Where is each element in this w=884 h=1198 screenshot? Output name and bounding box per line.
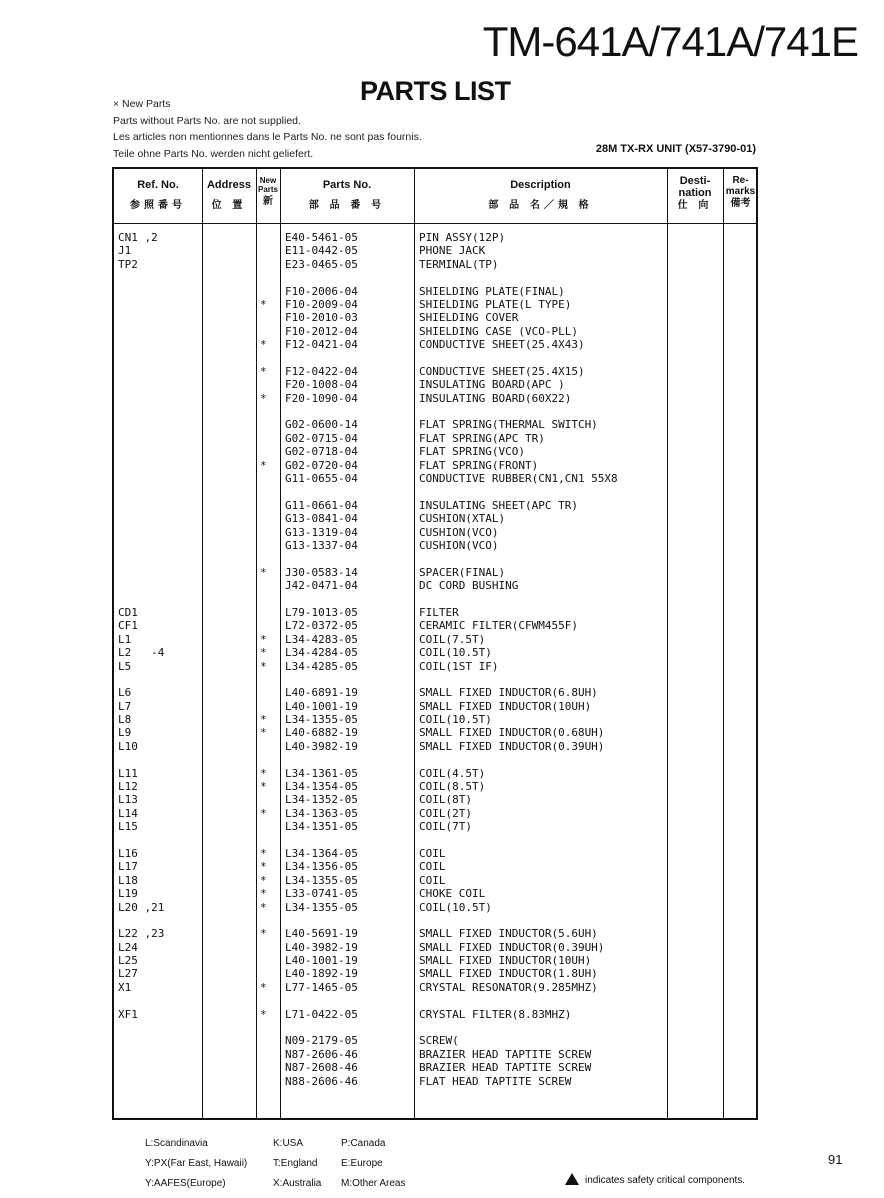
description: BRAZIER HEAD TAPTITE SCREW <box>419 1047 592 1061</box>
part-number: N87-2608-46 <box>285 1061 358 1075</box>
part-number: L34-1355-05 <box>285 873 358 887</box>
table-row <box>114 1075 756 1088</box>
part-number: F12-0421-04 <box>285 338 358 352</box>
table-row <box>114 526 756 539</box>
row-gap <box>114 994 756 1007</box>
description: COIL <box>419 873 446 887</box>
part-number: E11-0442-05 <box>285 244 358 258</box>
ref-cell: TP2 <box>118 257 138 271</box>
table-row <box>114 927 756 940</box>
table-row <box>114 392 756 405</box>
part-number: G11-0655-04 <box>285 472 358 486</box>
part-number: J30-0583-14 <box>285 565 358 579</box>
ref-cell: XF1 <box>118 1007 138 1021</box>
row-gap <box>114 593 756 606</box>
ref-cell: L14 <box>118 806 138 820</box>
new-flag: * <box>260 927 267 941</box>
new-flag: * <box>260 873 267 887</box>
part-number: F10-2010-03 <box>285 311 358 325</box>
part-number: L40-1892-19 <box>285 967 358 981</box>
part-number: L34-4285-05 <box>285 659 358 673</box>
col-desc-jp: 部 品 名／規 格 <box>488 200 593 211</box>
ref-cell: L17 <box>118 860 138 874</box>
row-gap <box>114 271 756 284</box>
description: SHIELDING COVER <box>419 311 519 325</box>
ref-cell: L18 <box>118 873 138 887</box>
description: FLAT SPRING(THERMAL SWITCH) <box>419 418 598 432</box>
description: INSULATING BOARD(60X22) <box>419 391 572 405</box>
table-row <box>114 579 756 592</box>
part-number: L40-6882-19 <box>285 726 358 740</box>
table-row <box>114 1008 756 1021</box>
part-number: E23-0465-05 <box>285 257 358 271</box>
col-ref-jp: 参照番号 <box>130 200 186 211</box>
new-flag: * <box>260 900 267 914</box>
table-row <box>114 646 756 659</box>
description: SHIELDING PLATE(FINAL) <box>419 284 565 298</box>
new-flag: * <box>260 780 267 794</box>
table-row <box>114 967 756 980</box>
region-other: M:Other Areas <box>341 1178 406 1189</box>
row-gap <box>114 673 756 686</box>
ref-cell: L22 ,23 <box>118 927 165 941</box>
part-number: G13-0841-04 <box>285 512 358 526</box>
part-number: E40-5461-05 <box>285 231 358 244</box>
table-row <box>114 1048 756 1061</box>
new-flag: * <box>260 391 267 405</box>
new-flag: * <box>260 766 267 780</box>
table-row <box>114 432 756 445</box>
ref-cell: L2 -4 <box>118 646 165 660</box>
table-row <box>114 365 756 378</box>
region-england: T:England <box>273 1158 318 1169</box>
col-desc <box>414 178 667 213</box>
description: COIL <box>419 846 446 860</box>
ref-cell: CN1 ,2 <box>118 231 158 244</box>
description: TERMINAL(TP) <box>419 257 499 271</box>
new-flag: * <box>260 632 267 646</box>
description: FILTER <box>419 605 459 619</box>
page-title: PARTS LIST <box>360 76 511 106</box>
ref-cell: L24 <box>118 940 138 954</box>
part-number: L40-6891-19 <box>285 686 358 700</box>
description: CERAMIC FILTER(CFWM455F) <box>419 619 578 633</box>
table-row <box>114 901 756 914</box>
part-number: F10-2009-04 <box>285 297 358 311</box>
part-number: L34-1351-05 <box>285 820 358 834</box>
description: CONDUCTIVE RUBBER(CN1,CN1 55X8 <box>419 472 618 486</box>
ref-cell: L20 ,21 <box>118 900 165 914</box>
part-number: L34-4284-05 <box>285 646 358 660</box>
col-remarks-label: Re-marks <box>725 175 756 197</box>
description: CHOKE COIL <box>419 887 486 901</box>
row-gap <box>114 1021 756 1034</box>
table-row <box>114 740 756 753</box>
table-row <box>114 633 756 646</box>
region-px: Y:PX(Far East, Hawaii) <box>145 1158 248 1169</box>
ref-cell: CF1 <box>118 619 138 633</box>
region-canada: P:Canada <box>341 1138 386 1149</box>
region-scandinavia: L:Scandinavia <box>145 1138 208 1149</box>
table-row <box>114 244 756 257</box>
description: PIN ASSY(12P) <box>419 231 506 244</box>
description: SHIELDING PLATE(L TYPE) <box>419 297 572 311</box>
part-number: N09-2179-05 <box>285 1034 358 1048</box>
table-row <box>114 378 756 391</box>
description: COIL(1ST IF) <box>419 659 499 673</box>
part-number: L34-1354-05 <box>285 780 358 794</box>
description: FLAT SPRING(VCO) <box>419 445 525 459</box>
col-new-label: New Parts <box>257 176 278 194</box>
table-row <box>114 860 756 873</box>
new-flag: * <box>260 980 267 994</box>
ref-cell: L9 <box>118 726 132 740</box>
description: SMALL FIXED INDUCTOR(10UH) <box>419 699 592 713</box>
note-french: Les articles non mentionnes dans le Parts No. ne sont pas fournis. <box>113 131 422 143</box>
description: COIL(10.5T) <box>419 713 492 727</box>
part-number: L77-1465-05 <box>285 980 358 994</box>
row-gap <box>114 405 756 418</box>
col-ref-label: Ref. No. <box>137 179 179 191</box>
table-row <box>114 606 756 619</box>
description: FLAT SPRING(APC TR) <box>419 431 545 445</box>
table-row <box>114 686 756 699</box>
description: FLAT SPRING(FRONT) <box>419 458 539 472</box>
part-number: G02-0720-04 <box>285 458 358 472</box>
new-flag: * <box>260 338 267 352</box>
table-row <box>114 499 756 512</box>
ref-cell: L6 <box>118 686 132 700</box>
description: SPACER(FINAL) <box>419 565 506 579</box>
ref-cell: L27 <box>118 967 138 981</box>
part-number: L33-0741-05 <box>285 887 358 901</box>
row-gap <box>114 485 756 498</box>
table-row <box>114 311 756 324</box>
table-row <box>114 512 756 525</box>
part-number: L34-1361-05 <box>285 766 358 780</box>
page-number: 91 <box>828 1152 843 1167</box>
ref-cell: L12 <box>118 780 138 794</box>
new-flag: * <box>260 659 267 673</box>
part-number: F20-1008-04 <box>285 378 358 392</box>
description: CRYSTAL FILTER(8.83MHZ) <box>419 1007 572 1021</box>
new-flag: * <box>260 726 267 740</box>
table-row <box>114 566 756 579</box>
col-address <box>202 178 256 213</box>
description: COIL(2T) <box>419 806 472 820</box>
new-flag: * <box>260 806 267 820</box>
table-row <box>114 325 756 338</box>
table-body <box>114 231 756 1088</box>
table-row <box>114 713 756 726</box>
col-parts <box>280 178 414 213</box>
row-gap <box>114 753 756 766</box>
part-number: G13-1337-04 <box>285 538 358 552</box>
col-remarks-jp: 備考 <box>730 198 751 209</box>
description: SHIELDING CASE (VCO-PLL) <box>419 324 578 338</box>
row-gap <box>114 352 756 365</box>
col-parts-label: Parts No. <box>322 179 372 191</box>
row-gap <box>114 914 756 927</box>
new-flag: * <box>260 860 267 874</box>
ref-cell: X1 <box>118 980 132 994</box>
description: CRYSTAL RESONATOR(9.285MHZ) <box>419 980 598 994</box>
table-row <box>114 954 756 967</box>
description: CONDUCTIVE SHEET(25.4X43) <box>419 338 585 352</box>
part-number: L40-3982-19 <box>285 739 358 753</box>
col-new-jp: 新 <box>263 196 273 207</box>
new-flag: * <box>260 1007 267 1021</box>
part-number: L40-3982-19 <box>285 940 358 954</box>
notes <box>113 96 422 162</box>
table-row <box>114 767 756 780</box>
part-number: L79-1013-05 <box>285 605 358 619</box>
description: SMALL FIXED INDUCTOR(6.8UH) <box>419 686 598 700</box>
region-usa: K:USA <box>273 1138 304 1149</box>
new-flag: * <box>260 646 267 660</box>
region-australia: X:Australia <box>273 1178 322 1189</box>
table-row <box>114 847 756 860</box>
description: DC CORD BUSHING <box>419 579 519 593</box>
table-row <box>114 981 756 994</box>
description: CONDUCTIVE SHEET(25.4X15) <box>419 364 585 378</box>
description: INSULATING SHEET(APC TR) <box>419 498 578 512</box>
new-flag: * <box>260 458 267 472</box>
new-flag: * <box>260 297 267 311</box>
ref-cell: L5 <box>118 659 132 673</box>
part-number: L34-1363-05 <box>285 806 358 820</box>
ref-cell: L1 <box>118 632 132 646</box>
part-number: F12-0422-04 <box>285 364 358 378</box>
new-flag: * <box>260 565 267 579</box>
part-number: N87-2606-46 <box>285 1047 358 1061</box>
part-number: L40-5691-19 <box>285 927 358 941</box>
description: SCREW( <box>419 1034 459 1048</box>
part-number: G02-0715-04 <box>285 431 358 445</box>
table-row <box>114 700 756 713</box>
note-german: Teile ohne Parts No. werden nicht geliefert. <box>113 147 314 160</box>
model-title: TM-641A/741A/741E <box>482 18 858 65</box>
table-row <box>114 619 756 632</box>
part-number: F20-1090-04 <box>285 391 358 405</box>
table-row <box>114 780 756 793</box>
part-number: J42-0471-04 <box>285 579 358 593</box>
ref-cell: L8 <box>118 713 132 727</box>
table-row <box>114 539 756 552</box>
col-parts-jp: 部 品 番 号 <box>308 200 386 211</box>
table-row <box>114 1061 756 1074</box>
new-flag: * <box>260 846 267 860</box>
table-row <box>114 285 756 298</box>
description: CUSHION(VCO) <box>419 525 499 539</box>
description: FLAT HEAD TAPTITE SCREW <box>419 1074 572 1088</box>
part-number: L40-1001-19 <box>285 699 358 713</box>
description: CUSHION(XTAL) <box>419 512 506 526</box>
description: CUSHION(VCO) <box>419 538 499 552</box>
part-number: L34-1356-05 <box>285 860 358 874</box>
description: COIL(7.5T) <box>419 632 486 646</box>
region-europe: E:Europe <box>341 1158 383 1169</box>
table-row <box>114 941 756 954</box>
ref-cell: L15 <box>118 820 138 834</box>
table-row <box>114 459 756 472</box>
part-number: G13-1319-04 <box>285 525 358 539</box>
table-row <box>114 807 756 820</box>
table-row <box>114 820 756 833</box>
part-number: L40-1001-19 <box>285 954 358 968</box>
part-number: L34-1355-05 <box>285 713 358 727</box>
ref-cell: L19 <box>118 887 138 901</box>
safety-text: indicates safety critical components. <box>585 1175 746 1186</box>
ref-cell: L10 <box>118 739 138 753</box>
table-row <box>114 887 756 900</box>
description: COIL <box>419 860 446 874</box>
col-ref <box>114 178 202 213</box>
part-number: G02-0600-14 <box>285 418 358 432</box>
col-desc-label: Description <box>510 179 571 191</box>
col-address-jp: 位 置 <box>211 200 247 211</box>
part-number: G11-0661-04 <box>285 498 358 512</box>
ref-cell: CD1 <box>118 605 138 619</box>
part-number: N88-2606-46 <box>285 1074 358 1088</box>
ref-cell: J1 <box>118 244 132 258</box>
part-number: L72-0372-05 <box>285 619 358 633</box>
table-row <box>114 418 756 431</box>
col-dest <box>667 175 723 212</box>
ref-cell: L11 <box>118 766 138 780</box>
table-row <box>114 793 756 806</box>
note-english: Parts without Parts No. are not supplied. <box>113 114 301 127</box>
table-row <box>114 298 756 311</box>
description: COIL(7T) <box>419 820 472 834</box>
region-aafes: Y:AAFES(Europe) <box>145 1178 226 1189</box>
table-row <box>114 660 756 673</box>
new-flag: * <box>260 887 267 901</box>
part-number: L34-1364-05 <box>285 846 358 860</box>
part-number: L71-0422-05 <box>285 1007 358 1021</box>
table-row <box>114 338 756 351</box>
safety-note <box>565 1173 745 1186</box>
col-dest-label: Desti-nation <box>678 175 712 199</box>
col-dest-jp: 仕 向 <box>677 200 713 211</box>
description: INSULATING BOARD(APC ) <box>419 378 565 392</box>
note-new-parts: × New Parts <box>113 98 171 110</box>
col-remarks <box>723 175 758 209</box>
ref-cell: L25 <box>118 954 138 968</box>
row-gap <box>114 834 756 847</box>
part-number: G02-0718-04 <box>285 445 358 459</box>
description: SMALL FIXED INDUCTOR(0.68UH) <box>419 726 605 740</box>
part-number: L34-4283-05 <box>285 632 358 646</box>
row-gap <box>114 552 756 565</box>
description: COIL(8T) <box>419 793 472 807</box>
new-flag: * <box>260 364 267 378</box>
description: SMALL FIXED INDUCTOR(5.6UH) <box>419 927 598 941</box>
description: BRAZIER HEAD TAPTITE SCREW <box>419 1061 592 1075</box>
description: COIL(10.5T) <box>419 646 492 660</box>
description: COIL(8.5T) <box>419 780 486 794</box>
description: COIL(4.5T) <box>419 766 486 780</box>
col-address-label: Address <box>206 179 252 191</box>
table-row <box>114 258 756 271</box>
part-number: L34-1355-05 <box>285 900 358 914</box>
part-number: F10-2012-04 <box>285 324 358 338</box>
warning-triangle-icon <box>565 1173 579 1185</box>
unit-label: 28M TX-RX UNIT (X57-3790-01) <box>595 143 756 155</box>
ref-cell: L7 <box>118 699 132 713</box>
table-row <box>114 472 756 485</box>
description: SMALL FIXED INDUCTOR(10UH) <box>419 954 592 968</box>
part-number: L34-1352-05 <box>285 793 358 807</box>
parts-table <box>112 167 758 1120</box>
table-row <box>114 874 756 887</box>
table-row <box>114 231 756 244</box>
description: SMALL FIXED INDUCTOR(0.39UH) <box>419 940 605 954</box>
table-row <box>114 1034 756 1047</box>
description: COIL(10.5T) <box>419 900 492 914</box>
description: PHONE JACK <box>419 244 486 258</box>
description: SMALL FIXED INDUCTOR(0.39UH) <box>419 739 605 753</box>
table-row <box>114 445 756 458</box>
description: SMALL FIXED INDUCTOR(1.8UH) <box>419 967 598 981</box>
col-new <box>256 176 280 206</box>
ref-cell: L13 <box>118 793 138 807</box>
ref-cell: L16 <box>118 846 138 860</box>
new-flag: * <box>260 713 267 727</box>
table-row <box>114 726 756 739</box>
part-number: F10-2006-04 <box>285 284 358 298</box>
